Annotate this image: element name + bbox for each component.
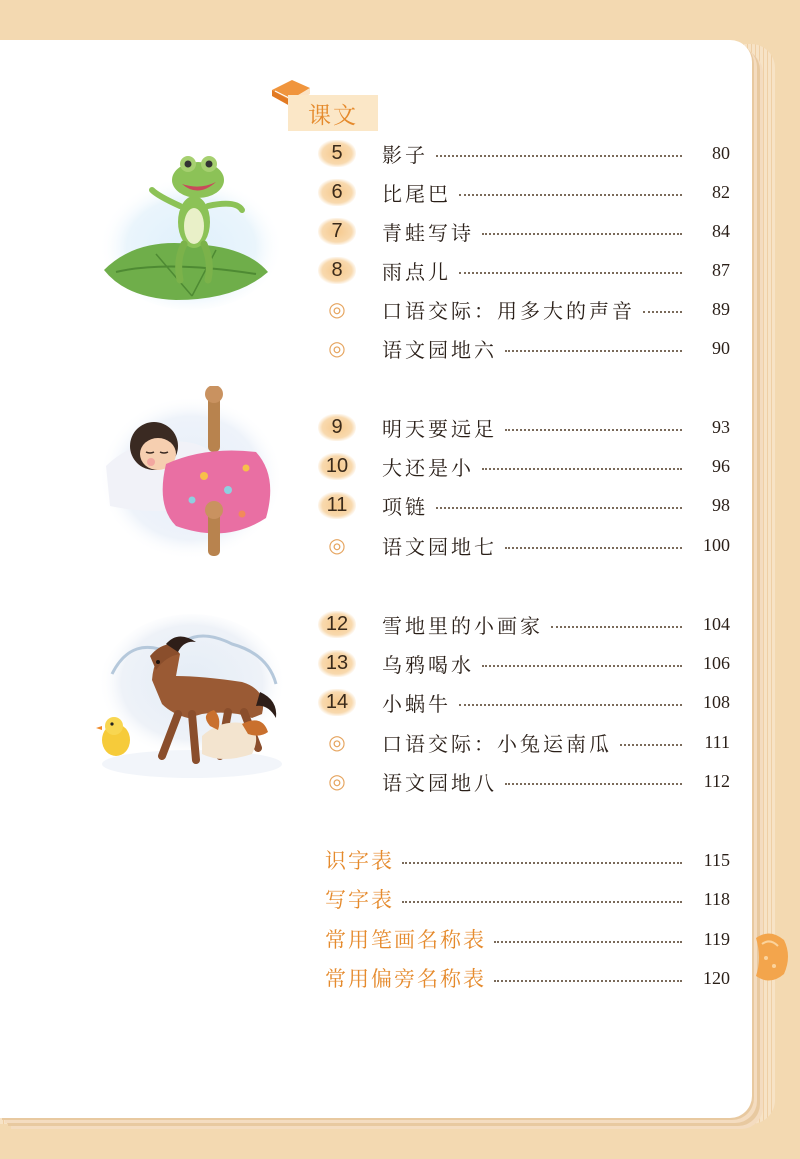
sleeping-child-illustration: [96, 386, 286, 562]
toc-entry[interactable]: [318, 608, 730, 640]
lesson-number: 7: [318, 218, 356, 245]
page-number: 104: [703, 613, 730, 634]
lesson-title: 项链: [382, 494, 428, 519]
leader-dots: [620, 744, 682, 746]
page-number: 108: [703, 691, 730, 712]
section-label: 课文: [288, 95, 378, 131]
leader-dots: [494, 980, 682, 982]
circle-marker-icon: ◎: [328, 298, 346, 321]
lesson-title: 影子: [382, 142, 428, 167]
toc-entry[interactable]: [318, 293, 730, 325]
lesson-number: 10: [318, 453, 356, 480]
lesson-number: 14: [318, 689, 356, 716]
leader-dots: [459, 704, 682, 706]
circle-marker-icon: ◎: [328, 534, 346, 557]
appendix-title: 常用偏旁名称表: [325, 967, 486, 991]
page-number: 96: [712, 455, 730, 476]
leader-dots: [436, 155, 682, 157]
appendix-title: 写字表: [325, 888, 394, 912]
lesson-title: 小蜗牛: [382, 691, 451, 716]
lesson-title: 乌鸦喝水: [382, 652, 474, 677]
lesson-number: 12: [318, 611, 356, 638]
frog-illustration: [96, 150, 286, 310]
leader-dots: [505, 350, 682, 352]
horse-snow-illustration: [92, 614, 288, 784]
circle-marker-icon: ◎: [328, 770, 346, 793]
toc-entry[interactable]: [318, 647, 730, 679]
lesson-number: 9: [318, 414, 356, 441]
section-header: [270, 78, 390, 134]
lesson-number: 5: [318, 140, 356, 167]
toc-entry[interactable]: [318, 765, 730, 797]
toc-entry[interactable]: [318, 450, 730, 482]
toc-entry[interactable]: [318, 215, 730, 247]
toc-entry[interactable]: [318, 489, 730, 521]
leader-dots: [482, 468, 682, 470]
page-number: 84: [712, 220, 730, 241]
toc-entry[interactable]: [318, 176, 730, 208]
appendix-title: 识字表: [325, 849, 394, 873]
leader-dots: [494, 941, 682, 943]
lesson-title: 比尾巴: [382, 181, 451, 206]
page-number: 112: [703, 770, 730, 791]
lesson-title: 口语交际：用多大的声音: [382, 298, 635, 323]
circle-marker-icon: ◎: [328, 337, 346, 360]
appendix-title: 常用笔画名称表: [325, 928, 486, 952]
page-number: 80: [712, 142, 730, 163]
circle-marker-icon: ◎: [328, 731, 346, 754]
page-number: 106: [703, 652, 730, 673]
lesson-title: 语文园地八: [382, 770, 497, 795]
toc-entry[interactable]: [318, 137, 730, 169]
lesson-title: 大还是小: [382, 455, 474, 480]
lesson-title: 青蛙写诗: [382, 220, 474, 245]
page-number: 98: [712, 494, 730, 515]
leader-dots: [551, 626, 682, 628]
leader-dots: [482, 665, 682, 667]
appendix-entry[interactable]: [325, 961, 730, 995]
page-number: 115: [703, 849, 730, 870]
page-number: 89: [712, 298, 730, 319]
page-number: 87: [712, 259, 730, 280]
lesson-title: 雨点儿: [382, 259, 451, 284]
lesson-title: 雪地里的小画家: [382, 613, 543, 638]
lesson-title: 语文园地七: [382, 534, 497, 559]
leader-dots: [402, 901, 682, 903]
side-tab-icon: [752, 928, 790, 986]
toc-entry[interactable]: [318, 332, 730, 364]
lesson-number: 6: [318, 179, 356, 206]
toc-entry[interactable]: [318, 726, 730, 758]
lesson-number: 13: [318, 650, 356, 677]
page-number: 119: [703, 928, 730, 949]
page-number: 111: [704, 731, 730, 752]
leader-dots: [459, 272, 682, 274]
lesson-number: 8: [318, 257, 356, 284]
lesson-title: 语文园地六: [382, 337, 497, 362]
page-number: 90: [712, 337, 730, 358]
lesson-title: 口语交际：小兔运南瓜: [382, 731, 612, 756]
leader-dots: [482, 233, 682, 235]
lesson-number: 11: [318, 492, 356, 519]
appendix-entry[interactable]: [325, 882, 730, 916]
page-number: 100: [703, 534, 730, 555]
toc-entry[interactable]: [318, 686, 730, 718]
page-number: 118: [703, 888, 730, 909]
leader-dots: [643, 311, 682, 313]
page-number: 93: [712, 416, 730, 437]
leader-dots: [505, 429, 682, 431]
toc-entry[interactable]: [318, 411, 730, 443]
leader-dots: [505, 547, 682, 549]
appendix-entry[interactable]: [325, 922, 730, 956]
page-number: 82: [712, 181, 730, 202]
leader-dots: [505, 783, 682, 785]
toc-entry[interactable]: [318, 529, 730, 561]
appendix-entry[interactable]: [325, 843, 730, 877]
toc-entry[interactable]: [318, 254, 730, 286]
leader-dots: [459, 194, 682, 196]
leader-dots: [402, 862, 682, 864]
page-number: 120: [703, 967, 730, 988]
lesson-title: 明天要远足: [382, 416, 497, 441]
leader-dots: [436, 507, 682, 509]
